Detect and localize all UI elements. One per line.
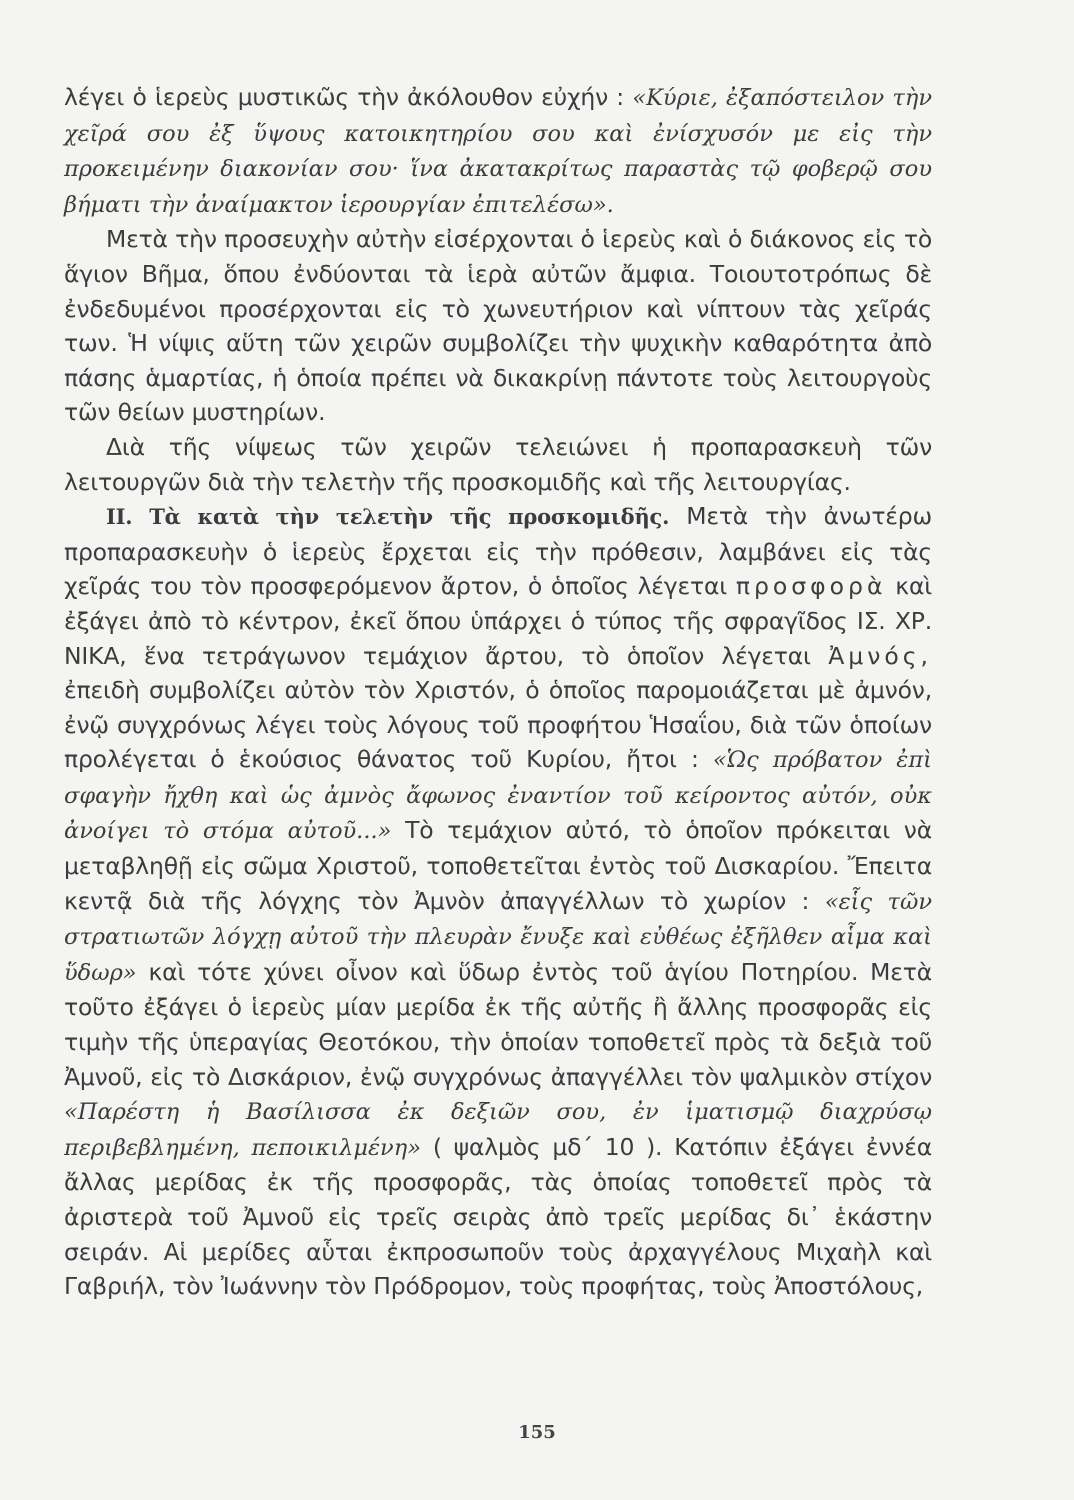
quote-isaiah: «Ὡς πρόβατον ἐπὶ σφαγὴν ἤχθη καὶ ὡς ἀμνὸς ἄφωνος ἐναντίον τοῦ κείροντος αὐτόν, οὐκ ἀνοίγει τὸ στόμα αὐτοῦ...» <box>64 747 932 845</box>
text-run: Τὸ τεμάχιον αὐτό, τὸ ὁποῖον πρόκειται νὰ μεταβληθῇ εἰς σῶμα Χριστοῦ, τοποθετεῖται ἐντὸς τοῦ Δισκαρίου. Ἔπειτα κεντᾷ διὰ τῆς λόγχης τὸν Ἀμνὸν ἀπαγγέλλων τὸ χωρίον : <box>64 816 933 915</box>
text-run: καὶ ἐξάγει ἀπὸ τὸ κέντρον, ἐκεῖ ὅπου ὑπάρχει ὁ τύπος τῆς σφραγῖδος ΙΣ. ΧΡ. ΝΙΚΑ, ἕνα τετράγωνον τεμάχιον ἄρτου, τὸ ὁποῖον λέγεται <box>64 572 932 670</box>
paragraph-proskomide <box>64 499 932 1304</box>
quote-gospel: «εἷς τῶν στρατιωτῶν λόγχῃ αὐτοῦ τὴν πλευρὰν ἔνυξε καὶ εὐθέως ἐξῆλθεν αἷμα καὶ ὕδωρ» <box>64 888 933 986</box>
page-number: 155 <box>518 1422 556 1443</box>
page-body <box>64 80 932 1304</box>
prayer-intro: λέγει ὁ ἱερεὺς μυστικῶς τὴν ἀκόλουθον εὐχήν : <box>64 83 633 111</box>
paragraph-prayer <box>64 80 932 222</box>
text-run: καὶ τότε χύνει οἶνον καὶ ὕδωρ ἐντὸς τοῦ ἁγίου Ποτηρίου. Μετὰ τοῦτο ἐξάγει ὁ ἱερεὺς μίαν μερίδα ἐκ τῆς αὐτῆς ἢ ἄλλης προσφορᾶς εἰς τιμὴν τῆς ὑπεραγίας Θεοτόκου, τὴν ὁποίαν τοποθετεῖ πρὸς τὰ δεξιὰ τοῦ Ἀμνοῦ, εἰς τὸ Δισκάριον, ἐνῷ συγχρόνως ἀπαγγέλλει τὸν ψαλμικὸν στίχον <box>64 957 932 1091</box>
section-heading: II. Τὰ κατὰ τὴν τελετὴν τῆς προσκομιδῆς. <box>106 504 670 530</box>
quote-psalm: «Παρέστη ἡ Βασίλισσα ἐκ δεξιῶν σου, ἐν ἱματισμῷ διαχρύσῳ περιβεβλημένη, πεποικιλμένη» <box>64 1099 932 1161</box>
text-run: Μετὰ τὴν ἀνωτέρω προπαρασκευὴν ὁ ἱερεὺς ἔρχεται εἰς τὴν πρόθεσιν, λαμβάνει εἰς τὰς χεῖράς του τὸν προσφερόμενον ἄρτον, ὁ ὁποῖος λέγεται <box>64 502 932 601</box>
prayer-quote: «Κύριε, ἐξαπόστειλον τὴν χεῖρά σου ἐξ ὕψους κατοικητηρίου σου καὶ ἐνίσχυσόν με εἰς τὴν προκειμένην διακονίαν σου· ἵνα ἀκατακρίτως παραστὰς τῷ φοβερῷ σου βήματι τὴν ἀναίμακτον ἱερουργίαν ἐπιτελέσω». <box>64 85 933 218</box>
spaced-term-prosfora: προσφορὰ <box>735 572 887 601</box>
text-run: ἐπειδὴ συμβολίζει αὐτὸν τὸν Χριστόν, ὁ ὁποῖος παρομοιάζεται μὲ ἀμνόν, ἐνῷ συγχρόνως λέγει τοὺς λόγους τοῦ προφήτου Ἡσαΐου, διὰ τῶν ὁποίων προλέγεται ὁ ἑκούσιος θάνατος τοῦ Κυρίου, ἤτοι : <box>64 676 932 774</box>
spaced-term-amnos: Ἀμνός, <box>828 641 932 670</box>
paragraph-handwashing: Διὰ τῆς νίψεως τῶν χειρῶν τελειώνει ἡ προπαρασκευὴ τῶν λειτουργῶν διὰ τὴν τελετὴν τῆς προσκομιδῆς καὶ τῆς λειτουργίας. <box>64 432 932 496</box>
paragraph-vesting: Μετὰ τὴν προσευχὴν αὐτὴν εἰσέρχονται ὁ ἱερεὺς καὶ ὁ διάκονος εἰς τὸ ἅγιον Βῆμα, ὅπου ἐνδύονται τὰ ἱερὰ αὐτῶν ἄμφια. Τοιουτοτρόπως δὲ ἐνδεδυμένοι προσέρχονται εἰς τὸ χωνευτήριον καὶ νίπτουν τὰς χεῖράς των. Ἡ νίψις αὕτη τῶν χειρῶν συμβολίζει τὴν ψυχικὴν καθαρότητα ἀπὸ πάσης ἁμαρτίας, ἡ ὁποία πρέπει νὰ δικακρίνῃ πάντοτε τοὺς λειτουργοὺς τῶν θείων μυστηρίων. <box>64 225 932 427</box>
text-run: ( ψαλμὸς μδ΄ 10 ). Κατόπιν ἐξάγει ἐννέα ἄλλας μερίδας ἐκ τῆς προσφορᾶς, τὰς ὁποίας τοποθετεῖ πρὸς τὰ ἀριστερὰ τοῦ Ἀμνοῦ εἰς τρεῖς σειρὰς ἀπὸ τρεῖς μερίδας δι᾿ ἑκάστην σειράν. Αἱ μερίδες αὗται ἐκπροσωποῦν τοὺς ἀρχαγγέλους Μιχαὴλ καὶ Γαβριήλ, τὸν Ἰωάννην τὸν Πρόδρομον, τοὺς προφήτας, τοὺς Ἀποστόλους, <box>64 1132 932 1301</box>
